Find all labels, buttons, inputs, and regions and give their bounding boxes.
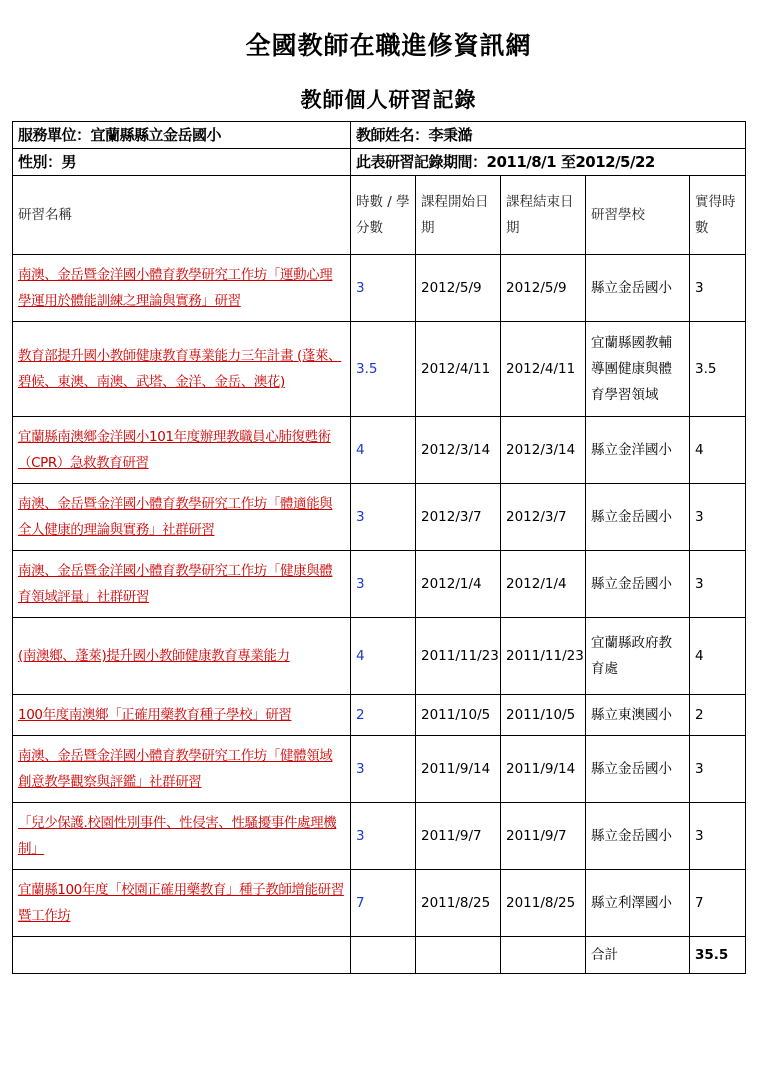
info-row-unit (13, 122, 746, 149)
record-cell-school (586, 322, 690, 417)
record-earned-hours: 7 (695, 895, 704, 911)
record-school: 縣立金岳國小 (591, 828, 672, 844)
service-unit-cell (13, 122, 351, 149)
record-cell-end (501, 551, 586, 618)
record-start-date: 2011/11/23 (421, 648, 499, 664)
record-cell-name (13, 870, 351, 937)
record-cell-hours (351, 551, 416, 618)
record-end-date: 2012/4/11 (506, 361, 576, 377)
record-start-date: 2012/1/4 (421, 576, 482, 592)
period-label: 此表研習記錄期間： (356, 153, 487, 171)
record-school: 縣立東澳國小 (591, 707, 672, 723)
record-cell-school (586, 695, 690, 736)
record-name-link[interactable]: 南澳、金岳暨金洋國小體育教學研究工作坊「運動心理學運用於體能訓練之理論與實務」研習 (18, 267, 333, 309)
record-cell-end (501, 618, 586, 695)
info-row-gender (13, 149, 746, 176)
record-start-date: 2012/4/11 (421, 361, 491, 377)
record-start-date: 2011/8/25 (421, 895, 491, 911)
record-cell-hours (351, 322, 416, 417)
record-cell-name (13, 803, 351, 870)
record-cell-earned (690, 803, 746, 870)
gender-value: 男 (61, 153, 77, 171)
col-school-header: 研習學校 (586, 176, 690, 255)
training-record-table (12, 121, 746, 974)
record-cell-start (416, 551, 501, 618)
record-cell-name (13, 417, 351, 484)
record-cell-start (416, 695, 501, 736)
record-cell-earned (690, 695, 746, 736)
total-empty-cell (416, 937, 501, 974)
record-name-link[interactable]: 宜蘭縣南澳鄉金洋國小101年度辦理教職員心肺復甦術（CPR）急救教育研習 (18, 429, 331, 471)
record-cell-start (416, 417, 501, 484)
record-cell-school (586, 870, 690, 937)
record-cell-earned (690, 322, 746, 417)
total-empty-cell (13, 937, 351, 974)
record-cell-earned (690, 255, 746, 322)
teacher-name-cell (351, 122, 746, 149)
col-start-header: 課程開始日期 (416, 176, 501, 255)
record-earned-hours: 3.5 (695, 361, 717, 377)
teacher-name-label: 教師姓名： (356, 126, 429, 144)
record-earned-hours: 4 (695, 648, 704, 664)
record-cell-hours (351, 417, 416, 484)
record-cell-end (501, 870, 586, 937)
record-cell-hours (351, 618, 416, 695)
record-name-link[interactable]: 南澳、金岳暨金洋國小體育教學研究工作坊「體適能與全人健康的理論與實務」社群研習 (18, 496, 333, 538)
record-earned-hours: 2 (695, 707, 704, 723)
record-school: 縣立金岳國小 (591, 509, 672, 525)
record-end-date: 2011/9/14 (506, 761, 576, 777)
record-cell-hours (351, 255, 416, 322)
record-cell-earned (690, 870, 746, 937)
table-row (13, 870, 746, 937)
record-cell-name (13, 484, 351, 551)
record-end-date: 2012/3/14 (506, 442, 576, 458)
record-cell-earned (690, 417, 746, 484)
record-cell-end (501, 255, 586, 322)
record-cell-start (416, 803, 501, 870)
record-earned-hours: 3 (695, 828, 704, 844)
total-empty-cell (501, 937, 586, 974)
record-cell-name (13, 322, 351, 417)
record-cell-hours (351, 803, 416, 870)
record-cell-name (13, 736, 351, 803)
record-end-date: 2011/11/23 (506, 648, 584, 664)
record-cell-name (13, 255, 351, 322)
column-header-row (13, 176, 746, 255)
record-school: 縣立金岳國小 (591, 761, 672, 777)
record-cell-name (13, 695, 351, 736)
record-cell-name (13, 618, 351, 695)
record-cell-end (501, 803, 586, 870)
record-cell-hours (351, 736, 416, 803)
col-hours-header: 時數 / 學分數 (351, 176, 416, 255)
record-earned-hours: 4 (695, 442, 704, 458)
table-row (13, 551, 746, 618)
record-earned-hours: 3 (695, 280, 704, 296)
record-cell-hours (351, 695, 416, 736)
record-cell-school (586, 618, 690, 695)
record-end-date: 2012/3/7 (506, 509, 567, 525)
gender-cell (13, 149, 351, 176)
total-label: 合計 (586, 937, 690, 974)
record-start-date: 2012/5/9 (421, 280, 482, 296)
record-cell-end (501, 322, 586, 417)
record-name-link[interactable]: 宜蘭縣100年度「校園正確用藥教育」種子教師增能研習暨工作坊 (18, 882, 344, 924)
col-earned-header: 實得時數 (690, 176, 746, 255)
page-title: 全國教師在職進修資訊網 (245, 31, 532, 60)
record-school: 縣立利澤國小 (591, 895, 672, 911)
gender-label: 性別： (18, 153, 62, 171)
record-end-date: 2011/10/5 (506, 707, 576, 723)
table-row (13, 417, 746, 484)
table-row (13, 803, 746, 870)
record-start-date: 2012/3/14 (421, 442, 491, 458)
total-row (13, 937, 746, 974)
record-cell-hours (351, 870, 416, 937)
record-cell-school (586, 803, 690, 870)
record-cell-school (586, 255, 690, 322)
record-cell-end (501, 736, 586, 803)
record-hours: 3 (356, 509, 365, 525)
record-start-date: 2011/9/14 (421, 761, 491, 777)
record-cell-end (501, 417, 586, 484)
record-start-date: 2011/10/5 (421, 707, 491, 723)
record-cell-school (586, 417, 690, 484)
record-school: 縣立金岳國小 (591, 280, 672, 296)
service-unit-value: 宜蘭縣縣立金岳國小 (90, 126, 222, 144)
col-end-header: 課程結束日期 (501, 176, 586, 255)
record-cell-school (586, 484, 690, 551)
record-school: 縣立金洋國小 (591, 442, 672, 458)
record-name-link[interactable]: 「兒少保護.校園性別事件、性侵害、性騷擾事件處理機制」 (18, 815, 337, 857)
record-hours: 3 (356, 761, 365, 777)
record-cell-end (501, 484, 586, 551)
record-name-link[interactable]: 100年度南澳鄉「正確用藥教育種子學校」研習 (18, 707, 292, 723)
total-empty-cell (351, 937, 416, 974)
record-hours: 2 (356, 707, 365, 723)
page-subtitle: 教師個人研習記錄 (300, 87, 477, 112)
period-cell (351, 149, 746, 176)
record-cell-school (586, 736, 690, 803)
teacher-name-value: 李秉澔 (428, 126, 473, 144)
service-unit-label: 服務單位： (18, 126, 91, 144)
record-end-date: 2011/8/25 (506, 895, 576, 911)
record-end-date: 2012/1/4 (506, 576, 567, 592)
record-cell-name (13, 551, 351, 618)
record-cell-earned (690, 551, 746, 618)
record-school: 宜蘭縣政府教育處 (591, 635, 672, 677)
record-school: 宜蘭縣國教輔導團健康與體育學習領域 (591, 335, 672, 403)
record-cell-start (416, 322, 501, 417)
record-cell-start (416, 255, 501, 322)
record-cell-hours (351, 484, 416, 551)
record-hours: 4 (356, 442, 365, 458)
record-earned-hours: 3 (695, 509, 704, 525)
record-start-date: 2012/3/7 (421, 509, 482, 525)
record-cell-school (586, 551, 690, 618)
record-hours: 3 (356, 828, 365, 844)
record-start-date: 2011/9/7 (421, 828, 482, 844)
table-row (13, 736, 746, 803)
record-end-date: 2011/9/7 (506, 828, 567, 844)
record-cell-earned (690, 736, 746, 803)
record-hours: 3 (356, 576, 365, 592)
record-earned-hours: 3 (695, 576, 704, 592)
record-name-link[interactable]: 教育部提升國小教師健康教育專業能力三年計畫 (蓬萊、碧候、東澳、南澳、武塔、金洋、金岳、澳花) (18, 348, 342, 390)
record-hours: 4 (356, 648, 365, 664)
record-cell-start (416, 618, 501, 695)
record-cell-end (501, 695, 586, 736)
record-cell-start (416, 484, 501, 551)
record-hours: 3 (356, 280, 365, 296)
table-row (13, 484, 746, 551)
record-cell-earned (690, 484, 746, 551)
col-name-header: 研習名稱 (13, 176, 351, 255)
record-hours: 7 (356, 895, 365, 911)
record-end-date: 2012/5/9 (506, 280, 567, 296)
record-earned-hours: 3 (695, 761, 704, 777)
record-cell-start (416, 870, 501, 937)
record-cell-start (416, 736, 501, 803)
table-row (13, 618, 746, 695)
record-name-link[interactable]: (南澳鄉、蓬萊)提升國小教師健康教育專業能力 (18, 648, 290, 664)
record-hours: 3.5 (356, 361, 378, 377)
table-row (13, 322, 746, 417)
table-row (13, 695, 746, 736)
record-name-link[interactable]: 南澳、金岳暨金洋國小體育教學研究工作坊「健體領域創意教學觀察與評鑑」社群研習 (18, 748, 333, 790)
record-name-link[interactable]: 南澳、金岳暨金洋國小體育教學研究工作坊「健康與體育領域評量」社群研習 (18, 563, 333, 605)
record-cell-earned (690, 618, 746, 695)
record-school: 縣立金岳國小 (591, 576, 672, 592)
table-row (13, 255, 746, 322)
period-value: 2011/8/1 至2012/5/22 (486, 153, 655, 171)
total-value: 35.5 (690, 937, 746, 974)
